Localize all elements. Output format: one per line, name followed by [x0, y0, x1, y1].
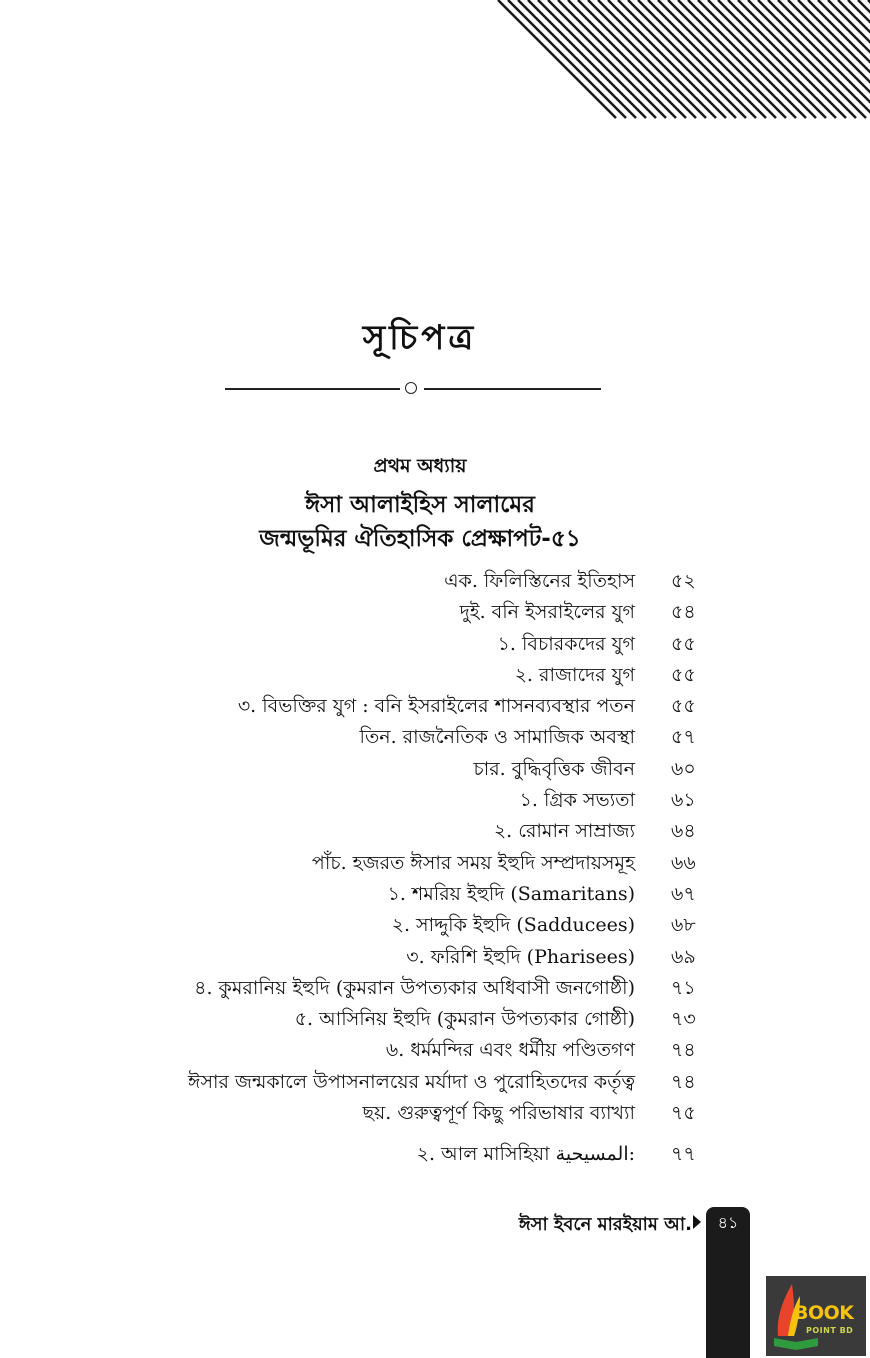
toc-entry-text: দুই. বনি ইসরাইলের যুগ: [459, 601, 635, 624]
toc-entry-text: ১. গ্রিক সভ্যতা: [519, 789, 635, 812]
toc-row: [0, 785, 870, 816]
toc-row: [0, 879, 870, 910]
toc-entry-page: ৬৪: [671, 820, 696, 843]
logo-text-sub: POINT BD: [806, 1326, 854, 1335]
toc-row: [0, 942, 870, 973]
toc-row: [0, 566, 870, 597]
toc-entry-text: ২. আল মাসিহিয়া المسيحية:: [416, 1143, 635, 1166]
toc-row: [0, 973, 870, 1004]
table-of-contents: [0, 566, 870, 1171]
toc-entry-page: ৫৫: [671, 632, 696, 655]
page-number: ৪১: [717, 1213, 739, 1232]
divider-circle-icon: [405, 382, 417, 394]
toc-entry-text: চার. বুদ্ধিবৃত্তিক জীবন: [473, 757, 635, 780]
footer-book-title: ঈসা ইবনে মারইয়াম আ.: [518, 1214, 692, 1235]
toc-entry-text: ২. রোমান সাম্রাজ্য: [493, 820, 635, 843]
toc-entry-page: ৬৬: [671, 851, 696, 874]
bookpoint-logo: [766, 1276, 866, 1356]
toc-row: [0, 816, 870, 847]
toc-entry-text: ৪. কুমরানিয় ইহুদি (কুমরান উপত্যকার অধিবাসী জনগোষ্ঠী): [194, 976, 635, 999]
toc-entry-page: ৭৪: [671, 1039, 696, 1062]
logo-text-main: BOOK: [794, 1302, 854, 1324]
toc-row: [0, 1035, 870, 1066]
toc-row: [0, 691, 870, 722]
chapter-title: [0, 488, 840, 556]
toc-entry-text: ৩. ফরিশি ইহুদি (Pharisees): [406, 945, 635, 968]
toc-entry-page: ৬১: [671, 789, 696, 812]
divider-line-right: [424, 388, 601, 390]
toc-entry-page: ৬৯: [671, 945, 696, 968]
toc-entry-text: ২. রাজাদের যুগ: [514, 663, 635, 686]
toc-entry-page: ৬৮: [671, 914, 696, 937]
toc-entry-text: পাঁচ. হজরত ঈসার সময় ইহুদি সম্প্রদায়সমূহ: [311, 851, 635, 874]
toc-entry-page: ৭৪: [671, 1070, 696, 1093]
toc-row: [0, 848, 870, 879]
toc-entry-page: ৫৪: [671, 601, 696, 624]
toc-row: [0, 1098, 870, 1129]
toc-entry-page: ৭৭: [671, 1143, 696, 1166]
toc-entry-page: ৬৭: [671, 882, 696, 905]
title-divider: [225, 380, 601, 396]
chapter-label: প্রথম অধ্যায়: [373, 455, 467, 477]
toc-entry-page: ৭৩: [671, 1008, 696, 1031]
toc-entry-text: ২. সাদ্দুকি ইহুদি (Sadducees): [391, 914, 635, 937]
toc-entry-text: ৩. বিভক্তির যুগ : বনি ইসরাইলের শাসনব্যবস্থার পতন: [237, 695, 635, 718]
toc-row: [0, 754, 870, 785]
toc-entry-text: ৬. ধর্মমন্দির এবং ধর্মীয় পণ্ডিতগণ: [385, 1039, 635, 1062]
divider-line-left: [225, 388, 400, 390]
toc-row: [0, 910, 870, 941]
toc-entry-text: ঈসার জন্মকালে উপাসনালয়ের মর্যাদা ও পুরোহিতদের কর্তৃত্ব: [188, 1070, 635, 1093]
toc-row: [0, 1067, 870, 1098]
toc-entry-page: ৫২: [671, 570, 696, 592]
toc-row: [0, 597, 870, 628]
toc-entry-text: এক. ফিলিস্তিনের ইতিহাস: [444, 570, 635, 592]
toc-entry-page: ৫৫: [671, 695, 696, 718]
toc-entry-page: ৫৫: [671, 663, 696, 686]
toc-row: [0, 629, 870, 660]
decorative-stripes: [0, 0, 870, 120]
toc-entry-page: ৭৫: [671, 1102, 696, 1125]
toc-entry-text: ছয়. গুরুত্বপূর্ণ কিছু পরিভাষার ব্যাখ্যা: [362, 1102, 635, 1125]
chapter-title-line2: জন্মভূমির ঐতিহাসিক প্রেক্ষাপট-৫১: [259, 526, 581, 552]
toc-entry-text: ১. বিচারকদের যুগ: [497, 632, 635, 655]
toc-entry-text: ৫. আসিনিয় ইহুদি (কুমরান উপত্যকার গোষ্ঠী): [294, 1008, 635, 1031]
toc-row: [0, 1139, 870, 1170]
toc-entry-text: তিন. রাজনৈতিক ও সামাজিক অবস্থা: [359, 726, 635, 749]
toc-row: [0, 1004, 870, 1035]
toc-entry-page: ৫৭: [671, 726, 696, 749]
page-title: সূচিপত্র: [362, 318, 478, 358]
toc-row: [0, 722, 870, 753]
toc-entry-page: ৬০: [671, 757, 696, 780]
footer-arrow-icon: [693, 1215, 701, 1229]
toc-entry-text: ১. শমরিয় ইহুদি (Samaritans): [387, 882, 635, 905]
toc-row: [0, 660, 870, 691]
toc-entry-page: ৭১: [671, 976, 696, 999]
chapter-title-line1: ঈসা আলাইহিস সালামের: [305, 492, 535, 518]
